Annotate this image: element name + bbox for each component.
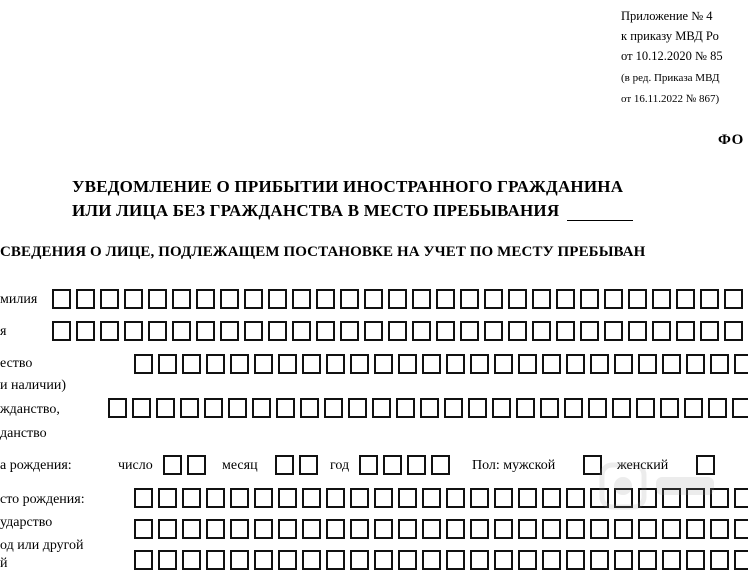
revision-line-2: от 16.11.2022 № 867) <box>621 93 720 105</box>
input-cell[interactable] <box>724 289 743 309</box>
input-cell[interactable] <box>710 354 729 374</box>
input-cell[interactable] <box>348 398 367 418</box>
input-cell[interactable] <box>660 398 679 418</box>
input-cell[interactable] <box>204 398 223 418</box>
input-cell[interactable] <box>268 289 287 309</box>
input-cell[interactable] <box>278 550 297 570</box>
input-cell[interactable] <box>278 488 297 508</box>
appendix-line-3: от 10.12.2020 № 85 <box>621 49 723 63</box>
input-cell[interactable] <box>470 354 489 374</box>
input-cell[interactable] <box>316 321 335 341</box>
birthplace-state-label: ударство <box>0 515 53 530</box>
input-cell[interactable] <box>302 488 321 508</box>
input-cell[interactable] <box>588 398 607 418</box>
input-cell[interactable] <box>436 289 455 309</box>
input-cell[interactable] <box>638 550 657 570</box>
birthplace-city-label: од или другой <box>0 538 84 553</box>
input-cell[interactable] <box>556 321 575 341</box>
input-cell[interactable] <box>292 289 311 309</box>
input-cell[interactable] <box>252 398 271 418</box>
input-cell[interactable] <box>326 519 345 539</box>
input-cell[interactable] <box>652 321 671 341</box>
input-cell[interactable] <box>364 321 383 341</box>
input-cell[interactable] <box>124 321 143 341</box>
input-cell[interactable] <box>518 550 537 570</box>
input-cell[interactable] <box>350 488 369 508</box>
input-cell[interactable] <box>364 289 383 309</box>
input-cell[interactable] <box>196 321 215 341</box>
input-cell[interactable] <box>372 398 391 418</box>
input-cell[interactable] <box>254 488 273 508</box>
input-cell[interactable] <box>542 488 561 508</box>
input-cell[interactable] <box>52 321 71 341</box>
input-cell[interactable] <box>732 398 748 418</box>
input-cell[interactable] <box>302 550 321 570</box>
input-cell[interactable] <box>518 354 537 374</box>
citizenship-cells[interactable] <box>108 398 748 418</box>
input-cell[interactable] <box>612 398 631 418</box>
month-cells[interactable] <box>275 455 323 475</box>
input-cell[interactable] <box>407 455 426 475</box>
input-cell[interactable] <box>662 354 681 374</box>
input-cell[interactable] <box>652 289 671 309</box>
input-cell[interactable] <box>254 354 273 374</box>
input-cell[interactable] <box>398 519 417 539</box>
input-cell[interactable] <box>156 398 175 418</box>
appendix-line-2: к приказу МВД Ро <box>621 29 719 43</box>
input-cell[interactable] <box>134 550 153 570</box>
input-cell[interactable] <box>163 455 182 475</box>
input-cell[interactable] <box>436 321 455 341</box>
input-cell[interactable] <box>220 321 239 341</box>
input-cell[interactable] <box>420 398 439 418</box>
input-cell[interactable] <box>302 519 321 539</box>
input-cell[interactable] <box>324 398 343 418</box>
input-cell[interactable] <box>460 321 479 341</box>
day-label: число <box>118 458 153 473</box>
input-cell[interactable] <box>374 354 393 374</box>
input-cell[interactable] <box>124 289 143 309</box>
watermark-logo <box>598 453 718 523</box>
input-cell[interactable] <box>326 488 345 508</box>
input-cell[interactable] <box>340 289 359 309</box>
input-cell[interactable] <box>724 321 743 341</box>
input-cell[interactable] <box>220 289 239 309</box>
sex-female-label: женский <box>617 458 669 473</box>
input-cell[interactable] <box>230 550 249 570</box>
input-cell[interactable] <box>446 488 465 508</box>
input-cell[interactable] <box>700 289 719 309</box>
input-cell[interactable] <box>590 550 609 570</box>
input-cell[interactable] <box>518 519 537 539</box>
input-cell[interactable] <box>628 321 647 341</box>
input-cell[interactable] <box>350 354 369 374</box>
input-cell[interactable] <box>604 321 623 341</box>
input-cell[interactable] <box>566 550 585 570</box>
input-cell[interactable] <box>300 398 319 418</box>
input-cell[interactable] <box>662 550 681 570</box>
input-cell[interactable] <box>494 519 513 539</box>
input-cell[interactable] <box>484 289 503 309</box>
input-cell[interactable] <box>244 289 263 309</box>
input-cell[interactable] <box>278 519 297 539</box>
input-cell[interactable] <box>532 321 551 341</box>
input-cell[interactable] <box>422 519 441 539</box>
input-cell[interactable] <box>172 289 191 309</box>
input-cell[interactable] <box>556 289 575 309</box>
year-cells[interactable] <box>359 455 455 475</box>
input-cell[interactable] <box>350 550 369 570</box>
input-cell[interactable] <box>700 321 719 341</box>
surname-cells[interactable] <box>52 289 748 309</box>
input-cell[interactable] <box>446 550 465 570</box>
input-cell[interactable] <box>230 488 249 508</box>
input-cell[interactable] <box>148 289 167 309</box>
input-cell[interactable] <box>396 398 415 418</box>
input-cell[interactable] <box>580 321 599 341</box>
input-cell[interactable] <box>470 488 489 508</box>
input-cell[interactable] <box>158 354 177 374</box>
input-cell[interactable] <box>422 488 441 508</box>
input-cell[interactable] <box>326 550 345 570</box>
birthplace-last-label: й <box>0 556 8 571</box>
form-number-blank[interactable] <box>567 203 633 221</box>
input-cell[interactable] <box>710 550 729 570</box>
input-cell[interactable] <box>383 455 402 475</box>
input-cell[interactable] <box>734 354 748 374</box>
input-cell[interactable] <box>412 289 431 309</box>
input-cell[interactable] <box>244 321 263 341</box>
input-cell[interactable] <box>132 398 151 418</box>
input-cell[interactable] <box>316 289 335 309</box>
input-cell[interactable] <box>388 289 407 309</box>
input-cell[interactable] <box>494 550 513 570</box>
citizenship-label-1: жданство, <box>0 402 60 417</box>
input-cell[interactable] <box>100 321 119 341</box>
input-cell[interactable] <box>76 289 95 309</box>
input-cell[interactable] <box>444 398 463 418</box>
input-cell[interactable] <box>734 488 748 508</box>
input-cell[interactable] <box>604 289 623 309</box>
appendix-line-1: Приложение № 4 <box>621 9 713 23</box>
input-cell[interactable] <box>734 519 748 539</box>
input-cell[interactable] <box>206 519 225 539</box>
document-title-line-1: УВЕДОМЛЕНИЕ О ПРИБЫТИИ ИНОСТРАННОГО ГРАЖДАНИНА <box>72 177 624 196</box>
surname-label: милия <box>0 292 38 307</box>
input-cell[interactable] <box>158 519 177 539</box>
revision-line-1: (в ред. Приказа МВД <box>621 72 720 84</box>
input-cell[interactable] <box>566 354 585 374</box>
input-cell[interactable] <box>158 550 177 570</box>
input-cell[interactable] <box>686 550 705 570</box>
name-label: я <box>0 324 7 339</box>
input-cell[interactable] <box>359 455 378 475</box>
input-cell[interactable] <box>275 455 294 475</box>
input-cell[interactable] <box>566 519 585 539</box>
input-cell[interactable] <box>196 289 215 309</box>
input-cell[interactable] <box>684 398 703 418</box>
input-cell[interactable] <box>374 550 393 570</box>
input-cell[interactable] <box>542 354 561 374</box>
input-cell[interactable] <box>446 354 465 374</box>
name-cells[interactable] <box>52 321 748 341</box>
day-cells[interactable] <box>163 455 211 475</box>
input-cell[interactable] <box>494 488 513 508</box>
input-cell[interactable] <box>276 398 295 418</box>
input-cell[interactable] <box>398 354 417 374</box>
input-cell[interactable] <box>299 455 318 475</box>
input-cell[interactable] <box>518 488 537 508</box>
input-cell[interactable] <box>326 354 345 374</box>
input-cell[interactable] <box>542 519 561 539</box>
input-cell[interactable] <box>508 289 527 309</box>
input-cell[interactable] <box>206 354 225 374</box>
input-cell[interactable] <box>388 321 407 341</box>
input-cell[interactable] <box>564 398 583 418</box>
input-cell[interactable] <box>76 321 95 341</box>
input-cell[interactable] <box>422 354 441 374</box>
input-cell[interactable] <box>134 354 153 374</box>
input-cell[interactable] <box>614 550 633 570</box>
patronymic-label-2: и наличии) <box>0 378 66 393</box>
input-cell[interactable] <box>494 354 513 374</box>
input-cell[interactable] <box>134 488 153 508</box>
input-cell[interactable] <box>350 519 369 539</box>
input-cell[interactable] <box>532 289 551 309</box>
form-label: ФО <box>718 132 744 148</box>
input-cell[interactable] <box>254 550 273 570</box>
input-cell[interactable] <box>230 354 249 374</box>
input-cell[interactable] <box>412 321 431 341</box>
input-cell[interactable] <box>580 289 599 309</box>
input-cell[interactable] <box>484 321 503 341</box>
input-cell[interactable] <box>148 321 167 341</box>
input-cell[interactable] <box>182 354 201 374</box>
input-cell[interactable] <box>100 289 119 309</box>
input-cell[interactable] <box>268 321 287 341</box>
input-cell[interactable] <box>614 354 633 374</box>
input-cell[interactable] <box>470 550 489 570</box>
input-cell[interactable] <box>492 398 511 418</box>
input-cell[interactable] <box>628 289 647 309</box>
input-cell[interactable] <box>182 550 201 570</box>
input-cell[interactable] <box>182 488 201 508</box>
input-cell[interactable] <box>540 398 559 418</box>
input-cell[interactable] <box>134 519 153 539</box>
birthplace-label: сто рождения: <box>0 492 85 507</box>
input-cell[interactable] <box>158 488 177 508</box>
input-cell[interactable] <box>638 354 657 374</box>
input-cell[interactable] <box>398 488 417 508</box>
input-cell[interactable] <box>446 519 465 539</box>
input-cell[interactable] <box>302 354 321 374</box>
input-cell[interactable] <box>206 550 225 570</box>
input-cell[interactable] <box>508 321 527 341</box>
input-cell[interactable] <box>468 398 487 418</box>
input-cell[interactable] <box>206 488 225 508</box>
input-cell[interactable] <box>686 354 705 374</box>
input-cell[interactable] <box>180 398 199 418</box>
input-cell[interactable] <box>431 455 450 475</box>
input-cell[interactable] <box>374 519 393 539</box>
input-cell[interactable] <box>230 519 249 539</box>
document-title-text: ИЛИ ЛИЦА БЕЗ ГРАЖДАНСТВА В МЕСТО ПРЕБЫВАНИЯ <box>72 201 560 220</box>
input-cell[interactable] <box>516 398 535 418</box>
input-cell[interactable] <box>708 398 727 418</box>
input-cell[interactable] <box>108 398 127 418</box>
input-cell[interactable] <box>254 519 273 539</box>
input-cell[interactable] <box>172 321 191 341</box>
input-cell[interactable] <box>460 289 479 309</box>
document-title-line-2 <box>72 201 633 221</box>
input-cell[interactable] <box>187 455 206 475</box>
section-heading: СВЕДЕНИЯ О ЛИЦЕ, ПОДЛЕЖАЩЕМ ПОСТАНОВКЕ НА УЧЕТ ПО МЕСТУ ПРЕБЫВАН <box>0 244 646 260</box>
input-cell[interactable] <box>422 550 441 570</box>
input-cell[interactable] <box>636 398 655 418</box>
birthplace-extra-cells[interactable] <box>134 550 748 570</box>
input-cell[interactable] <box>566 488 585 508</box>
patronymic-cells[interactable] <box>134 354 748 374</box>
input-cell[interactable] <box>590 354 609 374</box>
input-cell[interactable] <box>398 550 417 570</box>
input-cell[interactable] <box>52 289 71 309</box>
input-cell[interactable] <box>182 519 201 539</box>
citizenship-label-2: данство <box>0 426 47 441</box>
sex-male-label: Пол: мужской <box>472 458 556 473</box>
input-cell[interactable] <box>340 321 359 341</box>
year-label: год <box>330 458 350 473</box>
input-cell[interactable] <box>278 354 297 374</box>
input-cell[interactable] <box>292 321 311 341</box>
input-cell[interactable] <box>734 550 748 570</box>
input-cell[interactable] <box>228 398 247 418</box>
input-cell[interactable] <box>676 289 695 309</box>
month-label: месяц <box>222 458 258 473</box>
birthdate-label: а рождения: <box>0 458 72 473</box>
patronymic-label-1: ество <box>0 356 33 371</box>
input-cell[interactable] <box>542 550 561 570</box>
input-cell[interactable] <box>676 321 695 341</box>
input-cell[interactable] <box>374 488 393 508</box>
input-cell[interactable] <box>470 519 489 539</box>
